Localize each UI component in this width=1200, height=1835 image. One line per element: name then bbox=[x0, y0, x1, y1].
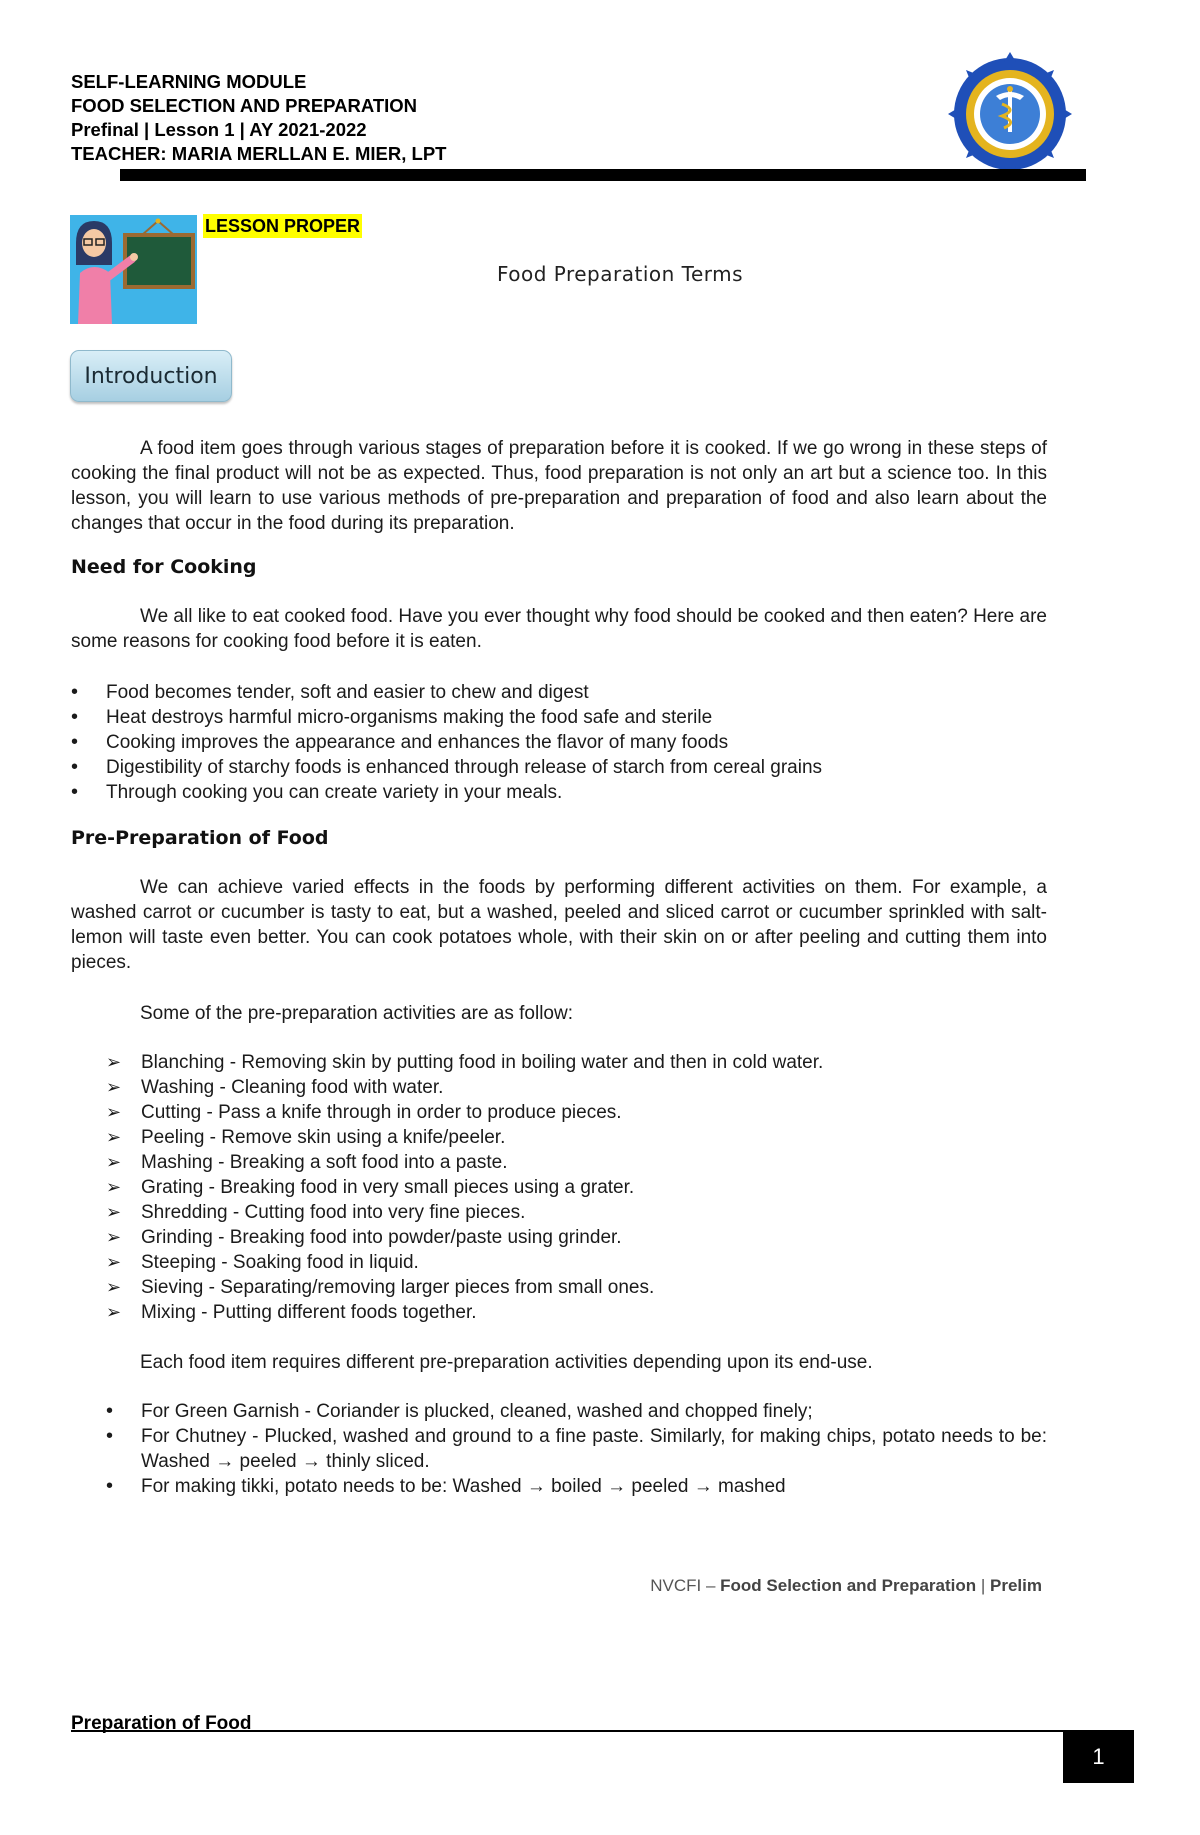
need-paragraph-text: We all like to eat cooked food. Have you ever thought why food should be cooked and then eaten? Here are some reasons for cooking food before it is eaten. bbox=[71, 606, 1047, 652]
arrow-bullet-icon: ➢ bbox=[106, 1227, 122, 1247]
enduse-intro bbox=[71, 1350, 1047, 1375]
arrow-bullet-icon: ➢ bbox=[106, 1202, 122, 1222]
intro-paragraph bbox=[71, 436, 1047, 536]
list-item: ➢ Steeping - Soaking food in liquid. bbox=[106, 1252, 419, 1273]
lesson-proper-label: LESSON PROPER bbox=[205, 216, 361, 236]
arrow-bullet-icon: ➢ bbox=[106, 1077, 122, 1097]
intro-paragraph-text: A food item goes through various stages of preparation before it is cooked. If we go wrong in these steps of cooking the final product will not be as expected. Thus, food preparation is not only an art but a science too. In this lesson, you will learn to use various methods of pre-preparation and preparation of food and also learn about the changes that occur in the food during its preparation. bbox=[71, 438, 1047, 534]
footer-section-label: Preparation of Food bbox=[71, 1713, 252, 1734]
list-item: ➢ Mixing - Putting different foods together. bbox=[106, 1302, 477, 1323]
header-line-2: FOOD SELECTION AND PREPARATION bbox=[71, 95, 418, 116]
need-for-cooking-heading: Need for Cooking bbox=[71, 556, 257, 578]
list-item: ➢ Grating - Breaking food in very small pieces using a grater. bbox=[106, 1177, 635, 1198]
list-item: ➢ Cutting - Pass a knife through in order to produce pieces. bbox=[106, 1102, 622, 1123]
arrow-bullet-icon: ➢ bbox=[106, 1102, 122, 1122]
list-item: • Cooking improves the appearance and enhances the flavor of many foods bbox=[0, 730, 1100, 755]
school-seal-icon bbox=[948, 52, 1072, 176]
arrow-bullet-icon: ➢ bbox=[106, 1127, 122, 1147]
list-item: • For Chutney - Plucked, washed and ground to a fine paste. Similarly, for making chips, potato needs to be: Washed → peeled → thinly sliced. bbox=[0, 1424, 1047, 1474]
pre-paragraph-text: We can achieve varied effects in the foods by performing different activities on them. For example, a washed carrot or cucumber is tasty to eat, but a washed, peeled and sliced carrot or cucumber sprinkled with salt-lemon will taste even better. You can cook potatoes whole, with their skin on or after peeling and cutting them into pieces. bbox=[71, 877, 1047, 973]
list-item: ➢ Shredding - Cutting food into very fine pieces. bbox=[106, 1202, 526, 1223]
need-paragraph bbox=[71, 604, 1047, 654]
enduse-intro-text: Each food item requires different pre-preparation activities depending upon its end-use. bbox=[140, 1352, 873, 1373]
list-item: ➢ Blanching - Removing skin by putting food in boiling water and then in cold water. bbox=[106, 1052, 824, 1073]
header-line-3: Prefinal | Lesson 1 | AY 2021-2022 bbox=[71, 119, 367, 140]
arrow-bullet-icon: ➢ bbox=[106, 1152, 122, 1172]
arrow-bullet-icon: ➢ bbox=[106, 1252, 122, 1272]
arrow-bullet-icon: ➢ bbox=[106, 1302, 122, 1322]
list-item: ➢ Washing - Cleaning food with water. bbox=[106, 1077, 444, 1098]
list-item: ➢ Mashing - Breaking a soft food into a paste. bbox=[106, 1152, 508, 1173]
page-number: 1 bbox=[1063, 1730, 1134, 1783]
introduction-button[interactable]: Introduction bbox=[70, 350, 232, 402]
arrow-bullet-icon: ➢ bbox=[106, 1052, 122, 1072]
footer-org: NVCFI – bbox=[650, 1576, 721, 1595]
list-item: ➢ Sieving - Separating/removing larger pieces from small ones. bbox=[106, 1277, 655, 1298]
list-item: • Digestibility of starchy foods is enhanced through release of starch from cereal grains bbox=[0, 755, 1100, 780]
header-line-4: TEACHER: MARIA MERLLAN E. MIER, LPT bbox=[71, 143, 447, 164]
arrow-bullet-icon: ➢ bbox=[106, 1177, 122, 1197]
page-footer bbox=[650, 1576, 1042, 1596]
pre-paragraph bbox=[71, 875, 1047, 975]
module-header bbox=[71, 70, 446, 166]
list-item: • For Green Garnish - Coriander is plucked, cleaned, washed and chopped finely; bbox=[0, 1399, 1047, 1424]
list-item: • Heat destroys harmful micro-organisms making the food safe and sterile bbox=[0, 705, 1100, 730]
activities-intro-text: Some of the pre-preparation activities are as follow: bbox=[140, 1003, 573, 1024]
list-item: • Through cooking you can create variety in your meals. bbox=[0, 780, 1100, 805]
header-divider bbox=[120, 169, 1086, 181]
footer-term: Prelim bbox=[990, 1576, 1042, 1595]
activities-list bbox=[0, 1050, 1100, 1325]
activities-intro bbox=[71, 1001, 1047, 1026]
footer-separator: | bbox=[976, 1576, 991, 1595]
list-item: ➢ Grinding - Breaking food into powder/paste using grinder. bbox=[106, 1227, 622, 1248]
footer-course: Food Selection and Preparation bbox=[720, 1576, 977, 1595]
list-item: • Food becomes tender, soft and easier to chew and digest bbox=[0, 680, 1100, 705]
list-item: ➢ Peeling - Remove skin using a knife/peeler. bbox=[106, 1127, 506, 1148]
need-reasons-list bbox=[0, 680, 1100, 805]
arrow-bullet-icon: ➢ bbox=[106, 1277, 122, 1297]
list-item: • For making tikki, potato needs to be: Washed → boiled → peeled → mashed bbox=[0, 1474, 1047, 1499]
pre-preparation-heading: Pre-Preparation of Food bbox=[71, 827, 329, 849]
page-title: Food Preparation Terms bbox=[496, 262, 744, 286]
header-line-1: SELF-LEARNING MODULE bbox=[71, 71, 307, 92]
enduse-list bbox=[0, 1399, 1100, 1499]
